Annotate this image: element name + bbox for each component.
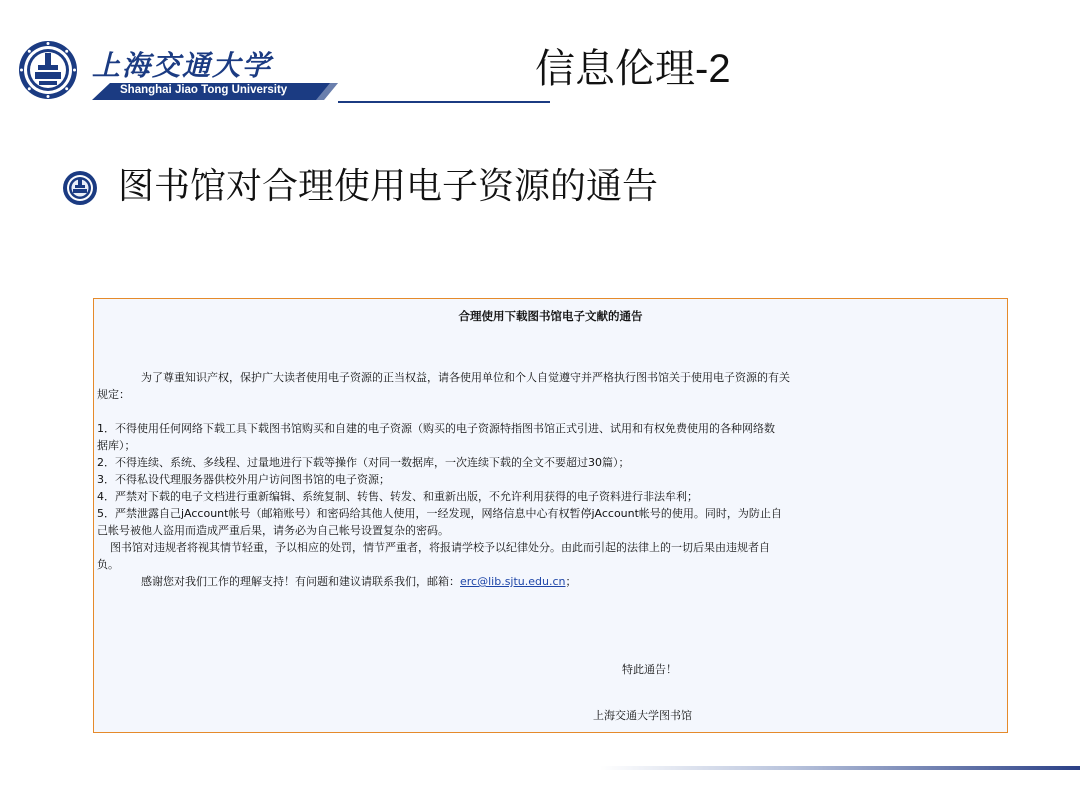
- notice-rule-1-cont: 据库）；: [97, 439, 136, 452]
- notice-body: [97, 369, 1003, 590]
- notice-penalty-line: 图书馆对违规者将视其情节轻重，予以相应的处罚，情节严重者，将报请学校予以纪律处分。由此而引起的法律上的一切后果由违规者自: [110, 541, 770, 554]
- logo-english-banner: [92, 83, 338, 100]
- footer-rule: [600, 766, 1080, 770]
- notice-intro-line: 为了尊重知识产权，保护广大读者使用电子资源的正当权益，请各使用单位和个人自觉遵守并严格执行图书馆关于使用电子资源的有关: [141, 371, 790, 384]
- notice-intro-line: 规定：: [97, 388, 130, 401]
- notice-rule-4: 4．严禁对下载的电子文档进行重新编辑、系统复制、转售、转发、和重新出版，不允许利用获得的电子资料进行非法牟利；: [97, 490, 698, 503]
- notice-signature: 上海交通大学图书馆: [593, 709, 692, 722]
- notice-title: 合理使用下载图书馆电子文献的通告: [458, 309, 643, 323]
- bullet-heading: 图书馆对合理使用电子资源的通告: [118, 166, 659, 207]
- header-rule: [338, 101, 550, 103]
- notice-rule-2: 2．不得连续、系统、多线程、过量地进行下载等操作（对同一数据库，一次连续下载的全文不要超过30篇）；: [97, 456, 630, 469]
- logo-english-name: Shanghai Jiao Tong University: [120, 84, 288, 96]
- notice-rule-3: 3．不得私设代理服务器供校外用户访问图书馆的电子资源；: [97, 473, 390, 486]
- notice-thanks-end: ；: [565, 575, 577, 588]
- university-seal-icon: [18, 40, 78, 100]
- notice-rule-5-cont: 己帐号被他人盗用而造成严重后果，请务必为自己帐号设置复杂的密码。: [97, 524, 449, 537]
- notice-thanks-text: 感谢您对我们工作的理解支持！有问题和建议请联系我们，邮箱：: [141, 575, 460, 588]
- logo-chinese-name: 上海交通大学: [92, 49, 273, 82]
- university-seal-icon: [62, 170, 98, 206]
- notice-sign-off: 特此通告！: [622, 663, 677, 676]
- notice-rule-1: 1．不得使用任何网络下载工具下载图书馆购买和自建的电子资源（购买的电子资源特指图书馆正式引进、试用和有权免费使用的各种网络数: [97, 422, 775, 435]
- notice-panel: [93, 298, 1008, 733]
- notice-thanks: [97, 573, 1003, 590]
- notice-penalty-line: 负。: [97, 558, 119, 571]
- notice-email-link[interactable]: erc@lib.sjtu.edu.cn: [460, 575, 566, 588]
- notice-rule-5: 5．严禁泄露自己jAccount帐号（邮箱账号）和密码给其他人使用，一经发现，网络信息中心有权暂停jAccount帐号的使用。同时，为防止自: [97, 507, 782, 520]
- slide-title: 信息伦理-2: [535, 47, 731, 91]
